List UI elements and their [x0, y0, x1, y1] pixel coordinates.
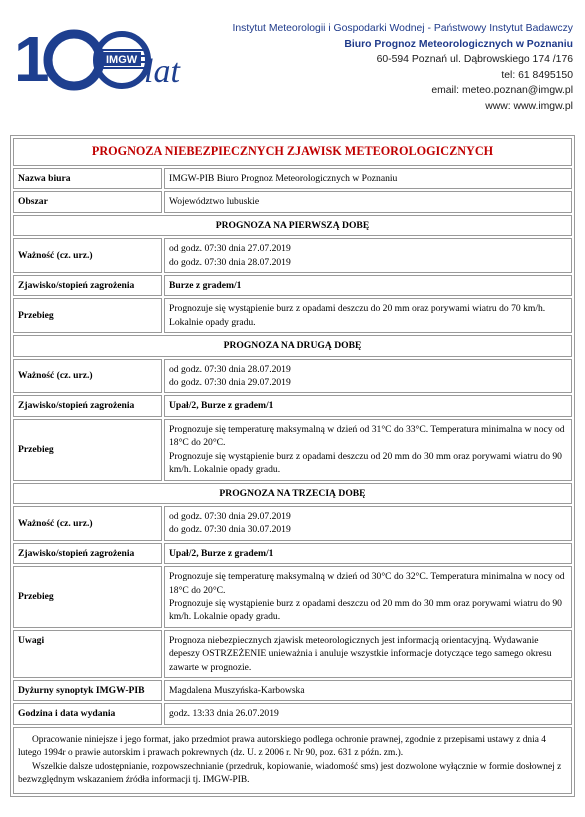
day3-course-line: Prognozuje się temperaturę maksymalną w dzień od 30°C do 32°C. Temperatura minimalna w nocy od 18°C do 20°C. [169, 571, 565, 596]
day3-hazard-value: Upał/2, Burze z gradem/1 [164, 543, 572, 564]
day1-course-line: Prognozuje się wystąpienie burz z opadami deszczu do 20 mm oraz porywami wiatru do 70 km/h. Lokalnie opady gradu. [169, 303, 546, 328]
issued-value: godz. 13:33 dnia 26.07.2019 [164, 703, 572, 724]
day2-course-line: Prognozuje się wystąpienie burz z opadami deszczu od 20 mm do 30 mm oraz porywami wiatru do 90 km/h. Lokalnie opady gradu. [169, 450, 562, 476]
svg-text:1: 1 [14, 26, 44, 95]
email[interactable]: email: meteo.poznan@imgw.pl [431, 85, 573, 97]
day2-validity-to: do godz. 07:30 dnia 29.07.2019 [169, 377, 291, 389]
day2-heading: PROGNOZA NA DRUGĄ DOBĘ [13, 335, 572, 356]
document-title: PROGNOZA NIEBEZPIECZNYCH ZJAWISK METEOROLOGICZNYCH [13, 138, 572, 166]
address: 60-594 Poznań ul. Dąbrowskiego 174 /176 [376, 54, 573, 66]
day1-validity [164, 238, 572, 273]
day3-validity-label: Ważność (cz. urz.) [13, 506, 162, 541]
day1-course [164, 298, 572, 333]
day2-validity-label: Ważność (cz. urz.) [13, 359, 162, 394]
bureau-label: Nazwa biura [13, 168, 162, 189]
day2-course-line: Prognozuje się temperaturę maksymalną w dzień od 31°C do 33°C. Temperatura minimalna w nocy od 18°C do 20°C. [169, 423, 565, 449]
day1-heading: PROGNOZA NA PIERWSZĄ DOBĘ [13, 215, 572, 236]
institute-address-block [232, 21, 573, 115]
day2-validity-from: od godz. 07:30 dnia 28.07.2019 [169, 363, 291, 375]
copyright-footer [13, 727, 572, 795]
letterhead [0, 0, 585, 110]
area-value: Województwo lubuskie [164, 191, 572, 212]
day2-course-label: Przebieg [13, 419, 162, 481]
imgw-100-lat-logo [14, 26, 204, 96]
issued-label: Godzina i data wydania [13, 703, 162, 724]
day1-hazard-label: Zjawisko/stopień zagrożenia [13, 275, 162, 296]
distribution-paragraph: Wszelkie dalsze udostępnianie, rozpowszechnianie (przedruk, kopiowanie, wiadomość sms) jest dozwolone wyłącznie w formie dosłownej z bezwzględnym wskazaniem źródła informacji tj. IMGW-PIB. [18, 761, 562, 785]
day1-validity-to: do godz. 07:30 dnia 28.07.2019 [169, 256, 291, 268]
copyright-paragraph: Opracowanie niniejsze i jego format, jako przedmiot prawa autorskiego podlega ochronie prawnej, zgodnie z przepisami ustawy z dnia 4 lutego 1994r o prawie autorskim i prawach pokrewnych (dz. U. z 2006 r. Nr 90, poz. 631 z późn. zm.). [18, 734, 546, 759]
bureau-value: IMGW-PIB Biuro Prognoz Meteorologicznych w Poznaniu [164, 168, 572, 189]
website[interactable]: www: www.imgw.pl [485, 100, 573, 112]
day3-course-line: Prognozuje się wystąpienie burz z opadami deszczu od 20 mm do 30 mm oraz porywami wiatru do 90 km/h. Lokalnie opady gradu. [169, 597, 562, 623]
day3-validity-from: od godz. 07:30 dnia 29.07.2019 [169, 510, 291, 522]
day2-hazard-value: Upał/2, Burze z gradem/1 [164, 395, 572, 416]
duty-forecaster-label: Dyżurny synoptyk IMGW-PIB [13, 680, 162, 701]
svg-text:lat: lat [144, 53, 180, 90]
day3-course [164, 566, 572, 628]
area-label: Obszar [13, 191, 162, 212]
day1-hazard-value: Burze z gradem/1 [164, 275, 572, 296]
day2-course [164, 419, 572, 481]
logo-inner-text: IMGW [106, 54, 138, 66]
day2-hazard-label: Zjawisko/stopień zagrożenia [13, 395, 162, 416]
day3-validity [164, 506, 572, 541]
day1-course-label: Przebieg [13, 298, 162, 333]
phone: tel: 61 8495150 [501, 69, 573, 81]
bureau-name: Biuro Prognoz Meteorologicznych w Poznaniu [344, 38, 573, 50]
day3-heading: PROGNOZA NA TRZECIĄ DOBĘ [13, 483, 572, 504]
duty-forecaster-value: Magdalena Muszyńska-Karbowska [164, 680, 572, 701]
notes-value: Prognoza niebezpiecznych zjawisk meteorologicznych jest informacją orientacyjną. Wydawanie depeszy OSTRZEŻENIE unieważnia i anuluje wszystkie informacje dotyczące tego samego okresu zawarte w prognozie. [164, 630, 572, 678]
forecast-table [10, 135, 575, 797]
day3-hazard-label: Zjawisko/stopień zagrożenia [13, 543, 162, 564]
day3-course-label: Przebieg [13, 566, 162, 628]
notes-label: Uwagi [13, 630, 162, 678]
day1-validity-from: od godz. 07:30 dnia 27.07.2019 [169, 243, 291, 255]
institute-name: Instytut Meteorologii i Gospodarki Wodnej - Państwowy Instytut Badawczy [232, 23, 573, 34]
day3-validity-to: do godz. 07:30 dnia 30.07.2019 [169, 524, 291, 536]
day1-validity-label: Ważność (cz. urz.) [13, 238, 162, 273]
day2-validity [164, 359, 572, 394]
